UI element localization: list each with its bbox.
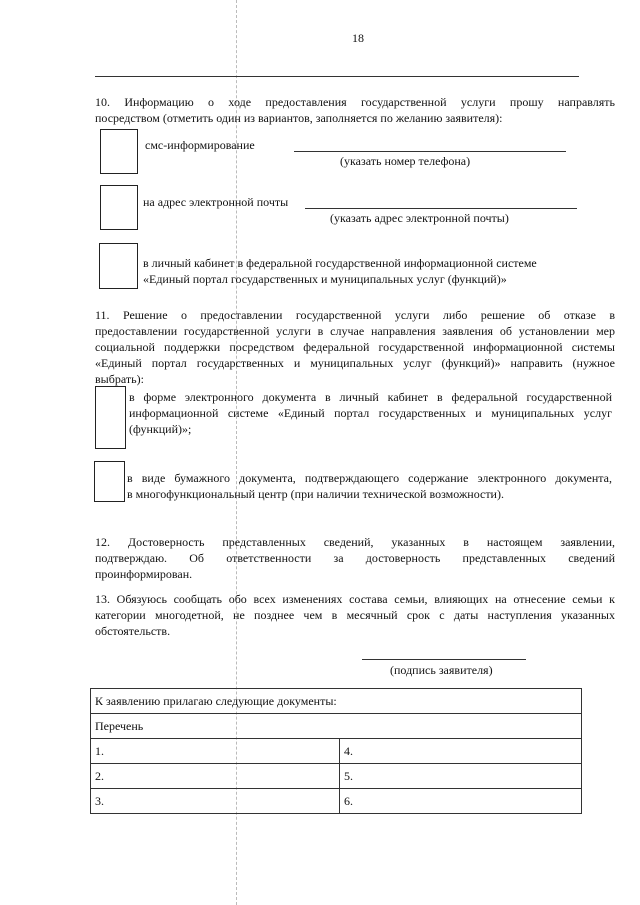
table-row [91, 764, 582, 789]
electronic-option-line-3: (функций)»; [129, 422, 192, 436]
phone-input-line[interactable] [294, 151, 566, 152]
doc-cell-6[interactable]: 6. [340, 789, 582, 814]
doc-cell-5[interactable]: 5. [340, 764, 582, 789]
s12-line-2: подтверждаю. Об ответственности за достоверность представленных сведений [95, 551, 615, 565]
table-row [91, 789, 582, 814]
cabinet-option-line-2: «Единый портал государственных и муниципальных услуг (функций)» [143, 272, 507, 286]
s11-line-2: предоставлении государственной услуги в случае направления заявления об установлении мер [95, 324, 615, 338]
s10-line-2: посредством (отметить один из вариантов, заполняется по желанию заявителя): [95, 111, 503, 125]
doc-cell-2[interactable]: 2. [91, 764, 340, 789]
email-input-line[interactable] [305, 208, 577, 209]
s10-line-1: 10. Информацию о ходе предоставления государственной услуги прошу направлять [95, 95, 615, 109]
table-list-label: Перечень [91, 714, 582, 739]
s12-line-3: проинформирован. [95, 567, 193, 581]
documents-table [90, 688, 582, 814]
sms-option-label: смс-информирование [145, 138, 255, 152]
paper-option-line-1: в виде бумажного документа, подтверждающего содержание электронного документа, [127, 471, 612, 485]
email-hint: (указать адрес электронной почты) [330, 211, 509, 225]
doc-cell-4[interactable]: 4. [340, 739, 582, 764]
email-checkbox[interactable] [100, 185, 138, 230]
email-option-label: на адрес электронной почты [143, 195, 289, 209]
doc-cell-1[interactable]: 1. [91, 739, 340, 764]
electronic-option-line-1: в форме электронного документа в личный кабинет в федеральной государственной [129, 390, 612, 404]
s11-line-4: «Единый портал государственных и муниципальных услуг (функций)» направить (нужное [95, 356, 615, 370]
s11-line-1: 11. Решение о предоставлении государственной услуги либо решение об отказе в [95, 308, 615, 322]
sms-checkbox[interactable] [100, 129, 138, 174]
signature-line[interactable] [362, 659, 526, 660]
phone-hint: (указать номер телефона) [340, 154, 471, 168]
table-row [91, 739, 582, 764]
table-header-cell: К заявлению прилагаю следующие документы: [91, 689, 582, 714]
s11-line-3: социальной поддержки посредством федеральной государственной информационной системы [95, 340, 615, 354]
s13-line-2: категории многодетной, не позднее чем в месячный срок с даты наступления указанных [95, 608, 615, 622]
s11-line-5: выбрать): [95, 372, 144, 386]
paper-doc-checkbox[interactable] [94, 461, 125, 502]
table-header-row [91, 689, 582, 714]
s13-line-1: 13. Обязуюсь сообщать обо всех изменениях состава семьи, влияющих на отнесение семьи к [95, 592, 615, 606]
table-list-label-row [91, 714, 582, 739]
doc-cell-3[interactable]: 3. [91, 789, 340, 814]
cabinet-option-line-1: в личный кабинет в федеральной государственной информационной системе [143, 256, 537, 270]
header-rule [95, 76, 579, 77]
s13-line-3: обстоятельств. [95, 624, 171, 638]
electronic-option-line-2: информационной системе «Единый портал государственных и муниципальных услуг [129, 406, 612, 420]
s12-line-1: 12. Достоверность представленных сведений, указанных в настоящем заявлении, [95, 535, 615, 549]
signature-hint: (подпись заявителя) [390, 663, 493, 677]
paper-option-line-2: в многофункциональный центр (при наличии технической возможности). [127, 487, 504, 501]
cabinet-checkbox[interactable] [99, 243, 138, 289]
electronic-doc-checkbox[interactable] [95, 386, 126, 449]
page-number: 18 [352, 31, 364, 45]
